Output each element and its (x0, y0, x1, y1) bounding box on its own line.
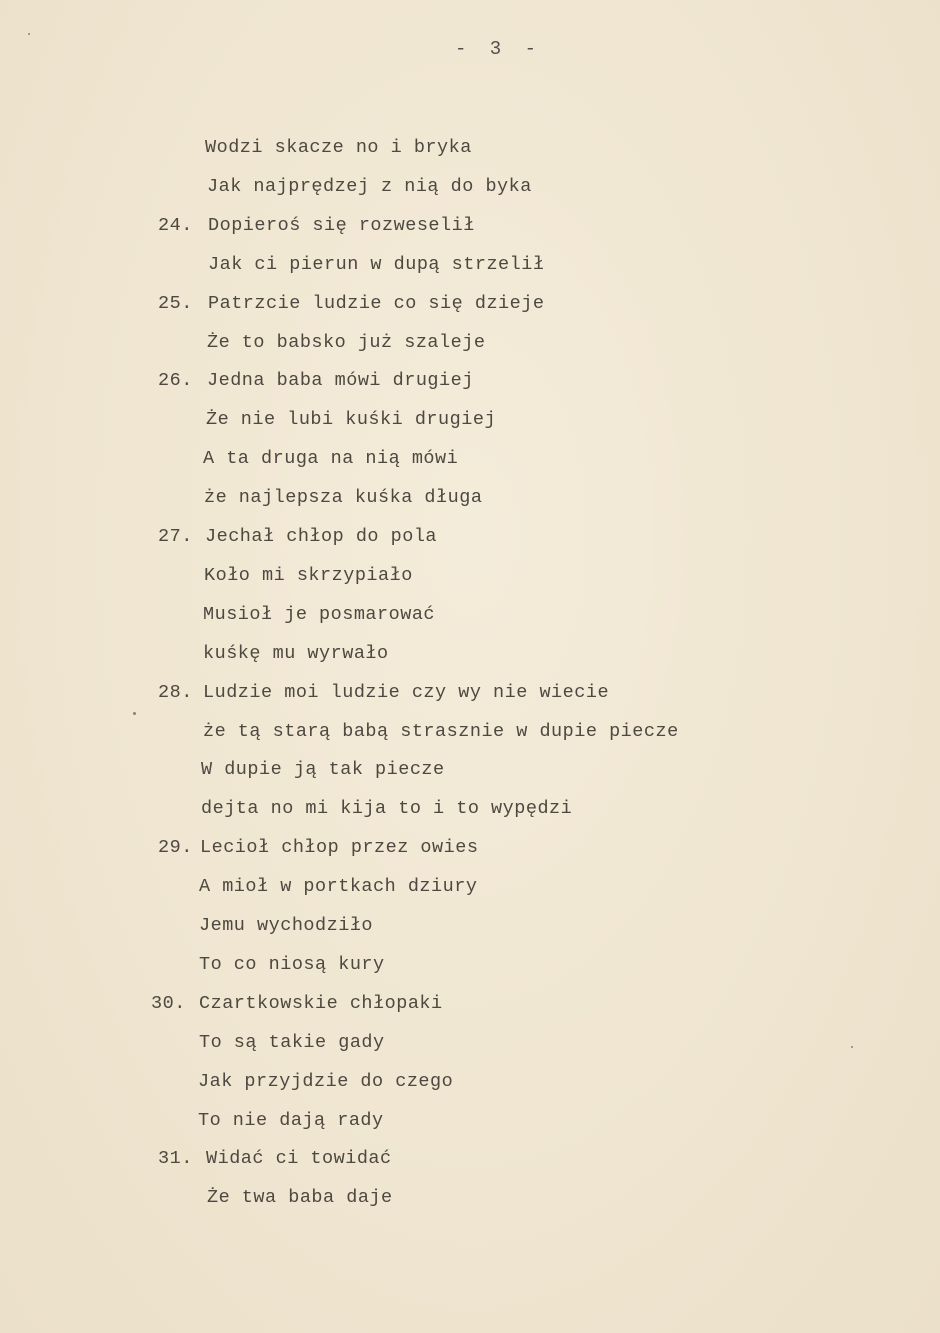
verse-line: A mioł w portkach dziury (199, 876, 478, 897)
stanza-number: 24. (158, 215, 193, 236)
verse-line: że najlepsza kuśka długa (204, 487, 483, 508)
verse-line: kuśkę mu wyrwało (203, 643, 389, 664)
verse-line: Że to babsko już szaleje (207, 332, 486, 353)
verse-line: To są takie gady (199, 1032, 385, 1053)
verse-line: Jedna baba mówi drugiej (207, 370, 474, 391)
verse-line: W dupie ją tak piecze (201, 759, 445, 780)
verse-line: To co niosą kury (199, 954, 385, 975)
verse-line: Dopieroś się rozweselił (208, 215, 475, 236)
verse-line: Że nie lubi kuśki drugiej (206, 409, 497, 430)
verse-line: Patrzcie ludzie co się dzieje (208, 293, 545, 314)
verse-line: Koło mi skrzypiało (204, 565, 413, 586)
verse-line: Jak przyjdzie do czego (198, 1071, 454, 1092)
verse-line: To nie dają rady (198, 1110, 384, 1131)
stanza-number: 29. (158, 837, 193, 858)
stanza-number: 31. (158, 1148, 193, 1169)
stanza-number: 30. (151, 993, 186, 1014)
verse-line: Ludzie moi ludzie czy wy nie wiecie (203, 682, 610, 703)
verse-line: Lecioł chłop przez owies (200, 837, 479, 858)
stanza-number: 27. (158, 526, 193, 547)
page-number: - 3 - (455, 38, 543, 60)
stanza-number: 28. (158, 682, 193, 703)
verse-line: Wodzi skacze no i bryka (205, 137, 472, 158)
verse-line: że tą starą babą strasznie w dupie piecze (203, 721, 679, 742)
verse-line: Widać ci towidać (206, 1148, 392, 1169)
stanza-number: 25. (158, 293, 193, 314)
paper-speck (28, 33, 30, 35)
stanza-number: 26. (158, 370, 193, 391)
paper-speck (133, 712, 136, 715)
verse-line: dejta no mi kija to i to wypędzi (201, 798, 573, 819)
verse-line: Jak najprędzej z nią do byka (207, 176, 532, 197)
verse-line: Jemu wychodziło (199, 915, 374, 936)
verse-line: Jechał chłop do pola (205, 526, 438, 547)
paper-speck (851, 1046, 853, 1048)
verse-line: Jak ci pierun w dupą strzelił (208, 254, 545, 275)
verse-line: Musioł je posmarować (203, 604, 436, 625)
verse-line: A ta druga na nią mówi (203, 448, 459, 469)
verse-line: Że twa baba daje (207, 1187, 393, 1208)
verse-line: Czartkowskie chłopaki (199, 993, 443, 1014)
